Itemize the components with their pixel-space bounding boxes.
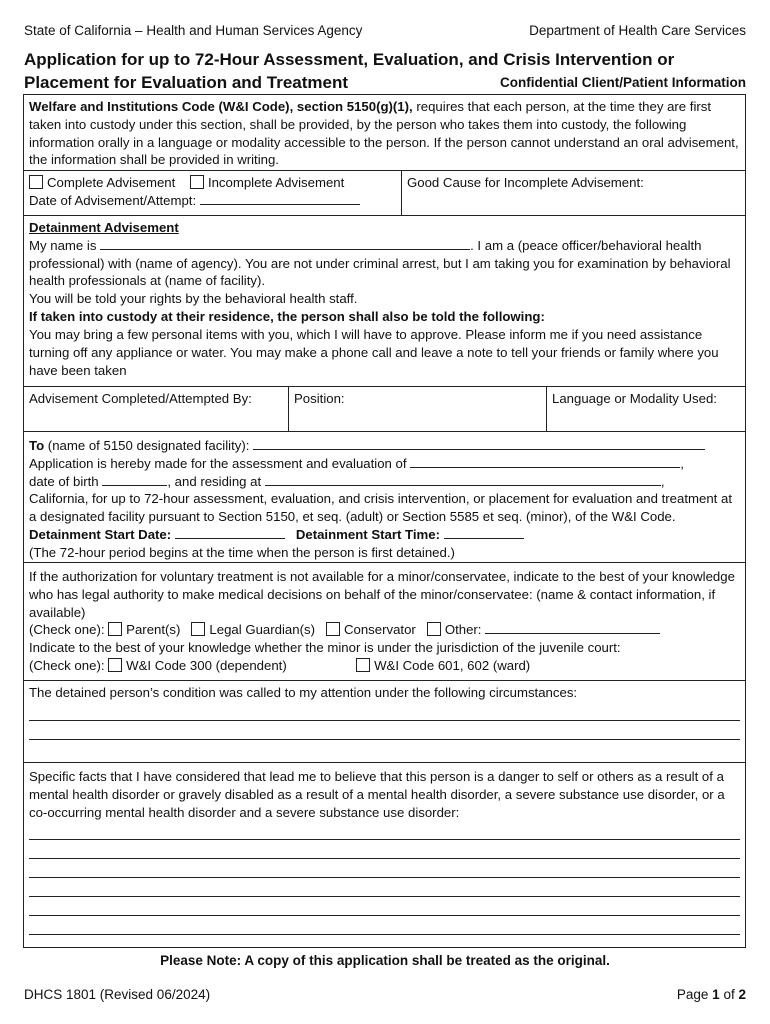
- residence-notice: If taken into custody at their residence, the person shall also be told the following:: [29, 309, 545, 325]
- facts-line-1[interactable]: [29, 821, 740, 840]
- complete-advisement-checkbox[interactable]: [29, 175, 43, 189]
- facts-line-6[interactable]: [29, 916, 740, 935]
- detainment-p2: You will be told your rights by the behavioral health staff.: [29, 291, 358, 307]
- dob-label: date of birth: [29, 473, 99, 489]
- minor-text: If the authorization for voluntary treatment is not available for a minor/conservatee, indicate to the best of your knowledge who has legal authority to make medical decisions on behalf of the minor/conservatee: (name & contact information, if available): [29, 569, 735, 620]
- other-field[interactable]: [485, 621, 660, 634]
- code300-label: W&I Code 300 (dependent): [126, 658, 287, 674]
- person-name-field[interactable]: [410, 455, 680, 468]
- juvenile-checks: [29, 657, 740, 675]
- title-line-2: Placement for Evaluation and Treatment: [24, 73, 349, 93]
- parents-checkbox[interactable]: [108, 622, 122, 636]
- advisement-by-row: [24, 387, 745, 432]
- conservator-label: Conservator: [343, 622, 416, 638]
- advisement-date-field[interactable]: [200, 192, 360, 205]
- circumstances-line-1[interactable]: [29, 702, 740, 721]
- advisement-status-cell: [24, 171, 402, 215]
- dob-line: date of birth , and residing at ,: [29, 473, 665, 489]
- form-id: DHCS 1801 (Revised 06/2024): [24, 987, 211, 1002]
- facts-section: [24, 763, 745, 948]
- intro-code: Welfare and Institutions Code (W&I Code), section 5150(g)(1),: [29, 99, 413, 114]
- good-cause-cell: [402, 171, 745, 215]
- application-body: [29, 490, 740, 543]
- position-label: Position:: [294, 391, 345, 406]
- language-cell[interactable]: [547, 387, 745, 431]
- title-line-1: Application for up to 72-Hour Assessment, Evaluation, and Crisis Intervention or: [24, 50, 675, 69]
- complete-advisement-label: Complete Advisement: [47, 175, 176, 190]
- p1-rest: health professional) with (name of agency). You are not under criminal arrest, but I am taking you for examination by behavioral health professionals at (name of facility).: [29, 237, 731, 289]
- position-cell[interactable]: [289, 387, 547, 431]
- intro-section: [24, 95, 745, 171]
- advisement-row: [24, 171, 745, 216]
- copy-note: Please Note: A copy of this application shall be treated as the original.: [160, 953, 610, 968]
- facts-text: Specific facts that I have considered that lead me to believe that this person is a danger to self or others as a result of a mental health disorder or gravely disabled as a result of a mental health disorder, a severe substance use disorder, or a co-occurring mental health disorder and a severe substance use disorder:: [29, 769, 725, 820]
- application-section: [24, 432, 745, 563]
- other-label: Other:: [444, 622, 482, 638]
- page-footer: [24, 986, 746, 1004]
- detainment-heading: Detainment Advisement: [29, 220, 179, 235]
- facts-line-2[interactable]: [29, 840, 740, 859]
- page-of: of: [723, 987, 735, 1002]
- intro-text: requires that each person, at the time they are first taken into custody under this section, shall be provided, by the person who takes them into custody, the following information orally in a language or modality accessible to the person. If the person cannot understand an oral advisement, the information shall be provided in writing.: [29, 99, 739, 168]
- confidential-label: Confidential Client/Patient Information: [500, 74, 746, 90]
- check-one-label: (Check one):: [29, 622, 105, 638]
- application-body-text: California, for up to 72-hour assessment, evaluation, and crisis intervention, or placement for evaluation and treatment at a designated facility pursuant to Section 5150, et seq. (adult) or Section 5585 et seq. (minor), of the W&I Code.: [29, 491, 732, 525]
- page-header: [24, 22, 746, 40]
- start-date-label: Detainment Start Date:: [29, 527, 172, 543]
- page-number: [677, 986, 746, 1004]
- page-current: 1: [712, 987, 720, 1002]
- circumstances-line-2[interactable]: [29, 721, 740, 740]
- juvenile-text: Indicate to the best of your knowledge whether the minor is under the jurisdiction of the juvenile court:: [29, 640, 621, 656]
- detainment-p3: You may bring a few personal items with you, which I will have to approve. Please inform me if you need assistance turning off any appliance or water. You may make a phone call and leave a note to tell your friends or family where you have been taken: [29, 326, 719, 378]
- code601-label: W&I Code 601, 602 (ward): [374, 658, 531, 674]
- page-total: 2: [738, 987, 746, 1002]
- start-time-label: Detainment Start Time:: [295, 527, 440, 543]
- residence-field[interactable]: [265, 473, 661, 486]
- page-word: Page: [676, 987, 709, 1002]
- detainment-section: [24, 216, 745, 387]
- application-form: [23, 94, 746, 948]
- to-label: To: [29, 438, 45, 453]
- facts-line-3[interactable]: [29, 859, 740, 878]
- start-time-field[interactable]: [444, 526, 524, 539]
- incomplete-advisement-checkbox[interactable]: [190, 175, 204, 189]
- form-title: [24, 48, 746, 94]
- p1-tail: . I am a (peace officer/behavioral: [470, 237, 662, 253]
- completed-by-label: Advisement Completed/Attempted By:: [29, 391, 252, 406]
- period-note: (The 72-hour period begins at the time when the person is first detained.): [29, 544, 455, 560]
- made-for-line: Application is hereby made for the assessment and evaluation of ,: [29, 455, 684, 471]
- authority-checks: [29, 621, 740, 639]
- code601-checkbox[interactable]: [356, 658, 370, 672]
- language-label: Language or Modality Used:: [552, 391, 717, 406]
- made-for-label: Application is hereby made for the assessment and evaluation of: [29, 455, 407, 471]
- code300-checkbox[interactable]: [108, 658, 122, 672]
- facts-line-4[interactable]: [29, 878, 740, 897]
- completed-by-cell[interactable]: [24, 387, 289, 431]
- agency-name: State of California – Health and Human Services Agency: [24, 23, 363, 38]
- detainment-p1: [29, 237, 740, 290]
- to-rest: (name of 5150 designated facility):: [44, 438, 250, 453]
- other-checkbox[interactable]: [427, 622, 441, 636]
- parents-label: Parent(s): [126, 622, 181, 638]
- circumstances-text: The detained person’s condition was called to my attention under the following circumstances:: [29, 685, 578, 700]
- to-line: [29, 437, 740, 455]
- guardian-checkbox[interactable]: [191, 622, 205, 636]
- conservator-checkbox[interactable]: [326, 622, 340, 636]
- start-date-field[interactable]: [175, 526, 285, 539]
- facts-line-5[interactable]: [29, 897, 740, 916]
- incomplete-advisement-label: Incomplete Advisement: [207, 175, 345, 190]
- guardian-label: Legal Guardian(s): [209, 622, 315, 638]
- officer-name-field[interactable]: [100, 237, 470, 250]
- check-one-label-2: (Check one):: [29, 658, 105, 674]
- advisement-date-label: Date of Advisement/Attempt:: [29, 192, 197, 208]
- facility-name-field[interactable]: [253, 437, 705, 450]
- dob-field[interactable]: [102, 473, 167, 486]
- minor-section: [24, 563, 745, 681]
- residing-label: , and residing at: [167, 473, 262, 489]
- circumstances-section: [24, 681, 745, 763]
- good-cause-label: Good Cause for Incomplete Advisement:: [407, 175, 644, 190]
- department-name: Department of Health Care Services: [529, 23, 746, 38]
- my-name-label: My name is: [29, 237, 97, 253]
